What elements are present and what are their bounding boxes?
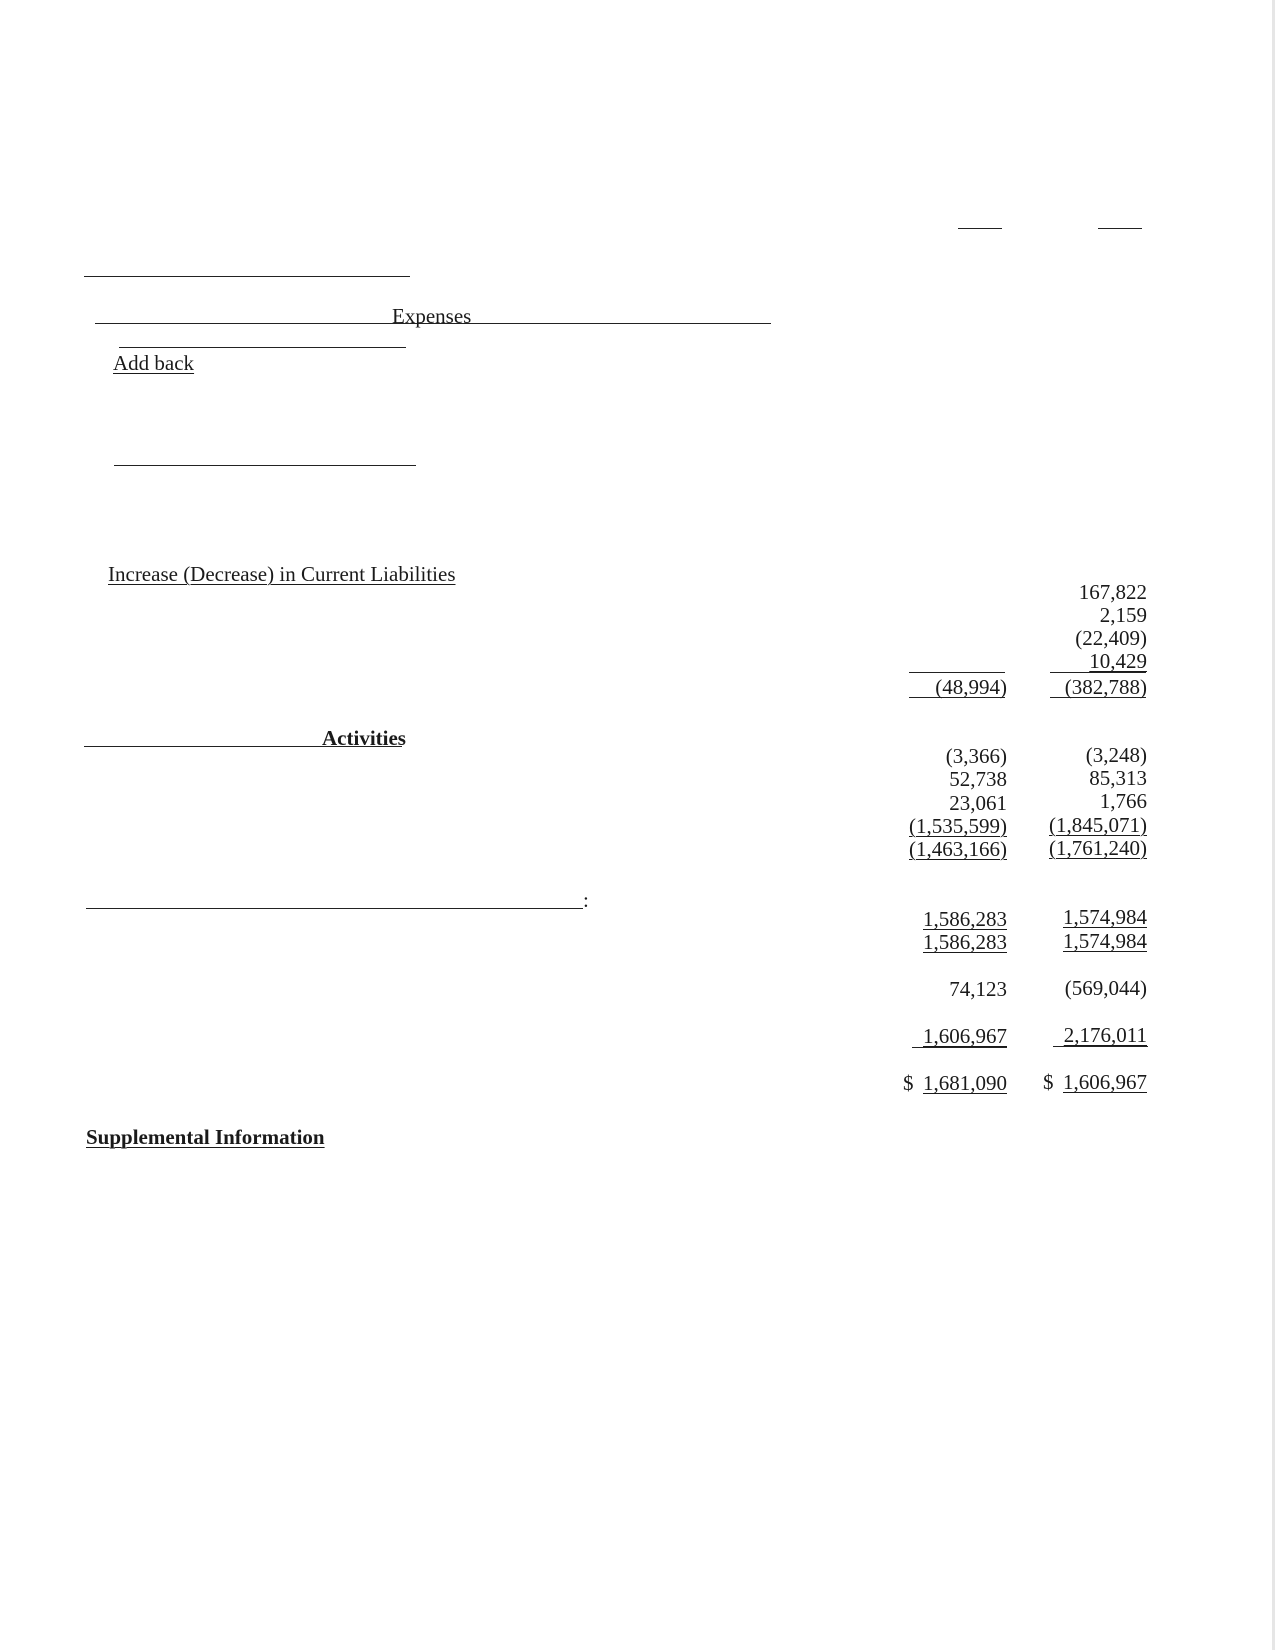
liability-value-1: 167,822 bbox=[1078, 580, 1147, 604]
activity-year1-3: 23,061 bbox=[949, 791, 1007, 815]
activity-year1-2: 52,738 bbox=[949, 767, 1007, 791]
net-operating-year2: (382,788) bbox=[1064, 675, 1147, 699]
net-change-year2: (569,044) bbox=[1064, 976, 1147, 1000]
add-back-rule bbox=[119, 347, 406, 348]
activity-year1-total: (1,463,166) bbox=[909, 837, 1007, 861]
activity-year2-4: (1,845,071) bbox=[1049, 813, 1147, 837]
beginning-balance-year2: 2,176,011 bbox=[1063, 1023, 1147, 1047]
activity-year1-1: (3,366) bbox=[945, 744, 1007, 768]
financing-item-year1: 1,586,283 bbox=[923, 907, 1007, 931]
ending-currency-year1: $ bbox=[903, 1071, 914, 1095]
liability-value-4: 10,429 bbox=[1089, 649, 1147, 673]
financing-item-year2: 1,574,984 bbox=[1063, 905, 1147, 929]
beginning-rule-year1 bbox=[912, 1047, 1007, 1048]
beginning-balance-year1: 1,606,967 bbox=[923, 1024, 1007, 1048]
activity-year2-2: 85,313 bbox=[1089, 766, 1147, 790]
ending-balance-year2: 1,606,967 bbox=[1063, 1070, 1147, 1094]
financing-total-year2: 1,574,984 bbox=[1063, 929, 1147, 953]
ending-balance-year1: 1,681,090 bbox=[923, 1071, 1007, 1095]
net-operating-year1: (48,994) bbox=[935, 675, 1007, 699]
ending-currency-year2: $ bbox=[1043, 1070, 1054, 1094]
activity-year2-total: (1,761,240) bbox=[1049, 836, 1147, 860]
liability-value-3: (22,409) bbox=[1075, 626, 1147, 650]
subheading-rule bbox=[114, 465, 416, 466]
net-operating-rule-2 bbox=[1050, 672, 1146, 673]
activity-year1-4: (1,535,599) bbox=[909, 814, 1007, 838]
liability-value-2: 2,159 bbox=[1099, 603, 1147, 627]
supplemental-information-heading: Supplemental Information bbox=[86, 1125, 325, 1149]
activity-year2-1: (3,248) bbox=[1085, 743, 1147, 767]
net-change-year1: 74,123 bbox=[949, 977, 1007, 1001]
financing-heading-colon: : bbox=[583, 888, 589, 912]
section-heading-rule-operating bbox=[84, 276, 410, 277]
column-header-rule-1 bbox=[958, 228, 1002, 229]
expenses-label: Expenses bbox=[392, 304, 472, 328]
column-header-rule-2 bbox=[1098, 228, 1142, 229]
beginning-rule-year2 bbox=[1053, 1046, 1148, 1047]
activity-year2-3: 1,766 bbox=[1099, 789, 1147, 813]
financing-total-year1: 1,586,283 bbox=[923, 930, 1007, 954]
financing-heading-rule bbox=[86, 908, 583, 909]
add-back-label: Add back bbox=[113, 351, 195, 375]
net-operating-rule-1 bbox=[909, 672, 1005, 673]
activities-heading: Activities bbox=[322, 726, 406, 750]
current-liabilities-heading: Increase (Decrease) in Current Liabilities bbox=[108, 562, 456, 586]
